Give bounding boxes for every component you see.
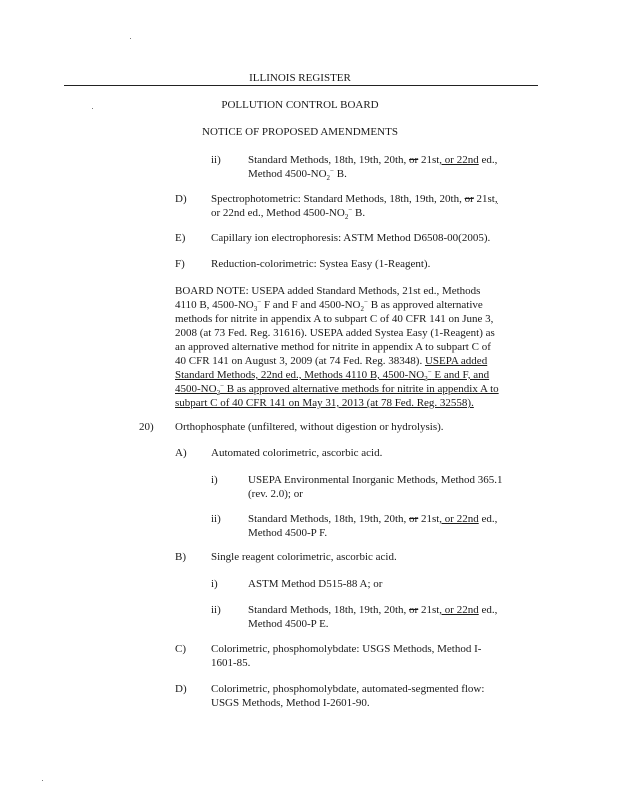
nitrite-D-label: D) <box>175 193 187 205</box>
ortho-A-label: A) <box>175 447 187 459</box>
ortho-Bi-label: i) <box>211 578 218 590</box>
nitrite-F-label: F) <box>175 258 185 270</box>
ortho-D-text: Colorimetric, phosphomolybdate, automated-segmented flow: USGS Methods, Method I-2601-90. <box>211 683 485 709</box>
ortho-Ai-text: USEPA Environmental Inorganic Methods, Method 365.1 (rev. 2.0); or <box>248 474 503 500</box>
ortho-Ai-label: i) <box>211 474 218 486</box>
ortho-B-text: Single reagent colorimetric, ascorbic acid. <box>211 551 397 563</box>
nitrite-E-label: E) <box>175 232 186 244</box>
nitrite-F-text: Reduction-colorimetric: Systea Easy (1-Reagent). <box>211 258 431 270</box>
register-title: ILLINOIS REGISTER <box>249 72 351 84</box>
ortho-Bii-text: Standard Methods, 18th, 19th, 20th, or 21st, or 22nd ed., Method 4500-P E. <box>248 604 498 630</box>
ortho-C-label: C) <box>175 643 186 655</box>
scan-speck <box>92 108 93 109</box>
ortho-Bii-label: ii) <box>211 604 221 616</box>
board-note: BOARD NOTE: USEPA added Standard Methods, 21st ed., Methods 4110 B, $4500-NO_3^-$ F and F and $4500-NO_2^-$ B as approved alternative methods for nitrite in appendix A to subpart C of 40 CFR 141 on June 3, 2008 (at 73 Fed. Reg. 31616). USEPA added Systea Easy (1-Reagent) as an approved alternative method for nitrite in appendix A to subpart C of 40 CFR 141 on August 3, 2009 (at 74 Fed. Reg. 38348). USEPA added Standard Methods, 22nd ed., Methods 4110 B, $4500-NO_3^-$ E and F, and $4500-NO_2^-$ B as approved alternative methods for nitrite in appendix A to subpart C of 40 CFR 141 on May 31, 2013 (at 78 Fed. Reg. 32558). <box>175 285 499 409</box>
board-title: POLLUTION CONTROL BOARD <box>221 99 379 111</box>
ortho-D-label: D) <box>175 683 187 695</box>
nitrite-ii-label: ii) <box>211 154 221 166</box>
ortho-B-label: B) <box>175 551 186 563</box>
nitrite-E-text: Capillary ion electrophoresis: ASTM Method D6508-00(2005). <box>211 232 491 244</box>
scan-speck <box>42 780 43 781</box>
notice-title: NOTICE OF PROPOSED AMENDMENTS <box>202 126 398 138</box>
nitrite-ii-text: Standard Methods, 18th, 19th, 20th, or 21st, or 22nd ed., Method $4500-NO_2^-$ B. <box>248 154 498 183</box>
ortho-Aii-text: Standard Methods, 18th, 19th, 20th, or 21st, or 22nd ed., Method 4500-P F. <box>248 513 498 539</box>
ortho-A-text: Automated colorimetric, ascorbic acid. <box>211 447 383 459</box>
ortho-title: Orthophosphate (unfiltered, without digestion or hydrolysis). <box>175 421 444 433</box>
scan-speck <box>130 38 131 39</box>
ortho-number: 20) <box>139 421 154 433</box>
nitrite-D-text: Spectrophotometric: Standard Methods, 18th, 19th, 20th, or 21st, or 22nd ed., Method $4500-NO_2^-$ B. <box>211 193 498 222</box>
ortho-Aii-label: ii) <box>211 513 221 525</box>
ortho-C-text: Colorimetric, phosphomolybdate: USGS Methods, Method I- 1601-85. <box>211 643 482 669</box>
ortho-Bi-text: ASTM Method D515-88 A; or <box>248 578 383 590</box>
header-rule <box>64 85 538 86</box>
